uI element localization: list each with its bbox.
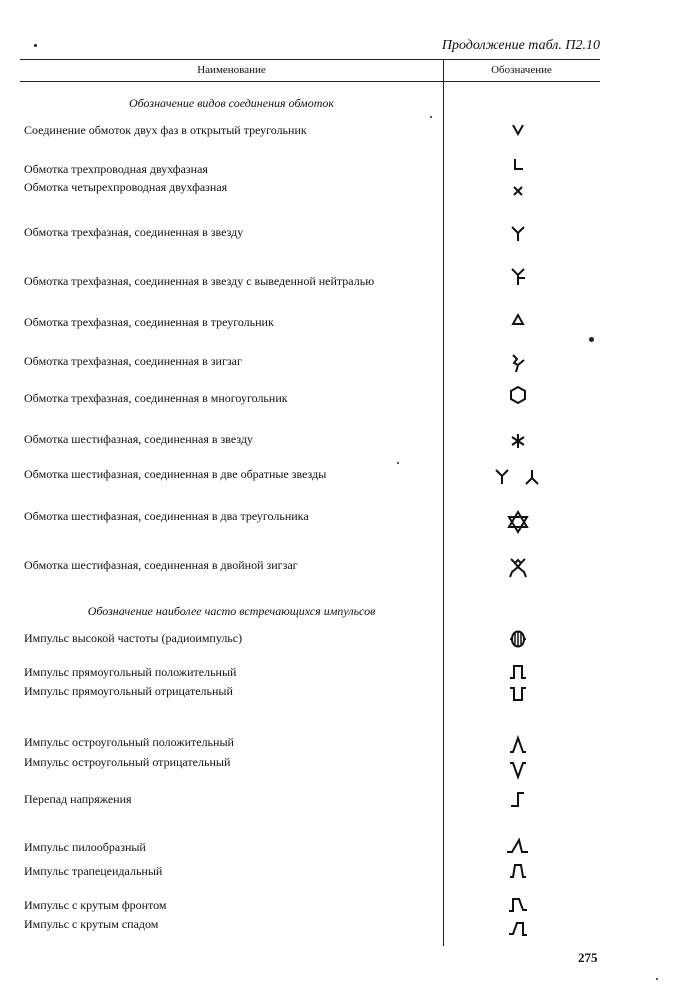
row-label: Импульс пилообразный <box>24 840 146 854</box>
row-label: Импульс высокой частоты (радиоимпульс) <box>24 631 243 645</box>
two-inverse-stars-icon <box>478 464 558 490</box>
scan-speck <box>430 116 432 118</box>
sharp-pulse-positive-icon <box>478 732 558 758</box>
star-neutral-icon <box>478 264 558 290</box>
two-phase-four-wire-icon <box>478 178 558 204</box>
page-number: 275 <box>578 950 598 965</box>
row-label: Импульс трапецеидальный <box>24 864 163 878</box>
row-label: Обмотка трехфазная, соединенная в звезду с выведенной нейтралью <box>24 274 375 288</box>
row-label: Импульс с крутым спадом <box>24 917 159 931</box>
row-label: Обмотка трехфазная, соединенная в зигзаг <box>24 354 242 368</box>
row-label: Обмотка шестифазная, соединенная в звезду <box>24 432 253 446</box>
rect-pulse-positive-icon <box>478 658 558 684</box>
column-header-symbol: Обозначение <box>491 64 552 76</box>
rect-pulse-negative-icon <box>478 682 558 708</box>
row-label: Обмотка шестифазная, соединенная в два треугольника <box>24 509 309 523</box>
scan-speck <box>656 978 658 980</box>
row-label: Импульс с крутым фронтом <box>24 898 167 912</box>
row-label: Обмотка трехфазная, соединенная в звезду <box>24 225 244 239</box>
row-label: Импульс прямоугольный положительный <box>24 665 237 679</box>
row-label: Импульс прямоугольный отрицательный <box>24 684 233 698</box>
row-label: Обмотка трехфазная, соединенная в треугольник <box>24 315 274 329</box>
row-label: Обмотка шестифазная, соединенная в двойной зигзаг <box>24 558 298 572</box>
column-divider <box>443 59 444 946</box>
section-title-pulses: Обозначение наиболее часто встречающихся импульсов <box>87 604 376 618</box>
radio-pulse-icon <box>478 626 558 652</box>
hexagram-icon <box>478 509 558 535</box>
table-continuation-heading: Продолжение табл. П2.10 <box>441 38 600 53</box>
star-y-icon <box>478 220 558 246</box>
table-top-rule <box>20 59 600 60</box>
steep-fall-pulse-icon <box>478 915 558 941</box>
row-label: Соединение обмоток двух фаз в открытый треугольник <box>24 123 307 137</box>
row-label: Обмотка трехфазная, соединенная в многоугольник <box>24 391 288 405</box>
steep-front-pulse-icon <box>478 891 558 917</box>
row-label: Обмотка трехпроводная двухфазная <box>24 162 208 176</box>
open-triangle-v-icon <box>478 116 558 142</box>
six-phase-star-icon <box>478 428 558 454</box>
section-title-winding-connections: Обозначение видов соединения обмоток <box>129 96 334 110</box>
zigzag-icon <box>478 350 558 376</box>
scan-speck <box>397 462 399 464</box>
row-label: Обмотка четырехпроводная двухфазная <box>24 180 228 194</box>
two-phase-three-wire-icon <box>478 152 558 178</box>
scan-speck <box>589 337 594 342</box>
row-label: Импульс остроугольный положительный <box>24 735 234 749</box>
sharp-pulse-negative-icon <box>478 757 558 783</box>
row-label: Перепад напряжения <box>24 792 132 806</box>
scan-speck <box>34 44 37 47</box>
trapezoid-pulse-icon <box>478 857 558 883</box>
column-header-name: Наименование <box>197 64 266 76</box>
row-label: Импульс остроугольный отрицательный <box>24 755 231 769</box>
row-label: Обмотка шестифазная, соединенная в две обратные звезды <box>24 467 327 481</box>
delta-icon <box>478 307 558 333</box>
sawtooth-pulse-icon <box>478 832 558 858</box>
voltage-step-icon <box>478 786 558 812</box>
polygon-icon <box>478 382 558 408</box>
double-zigzag-icon <box>478 554 558 580</box>
